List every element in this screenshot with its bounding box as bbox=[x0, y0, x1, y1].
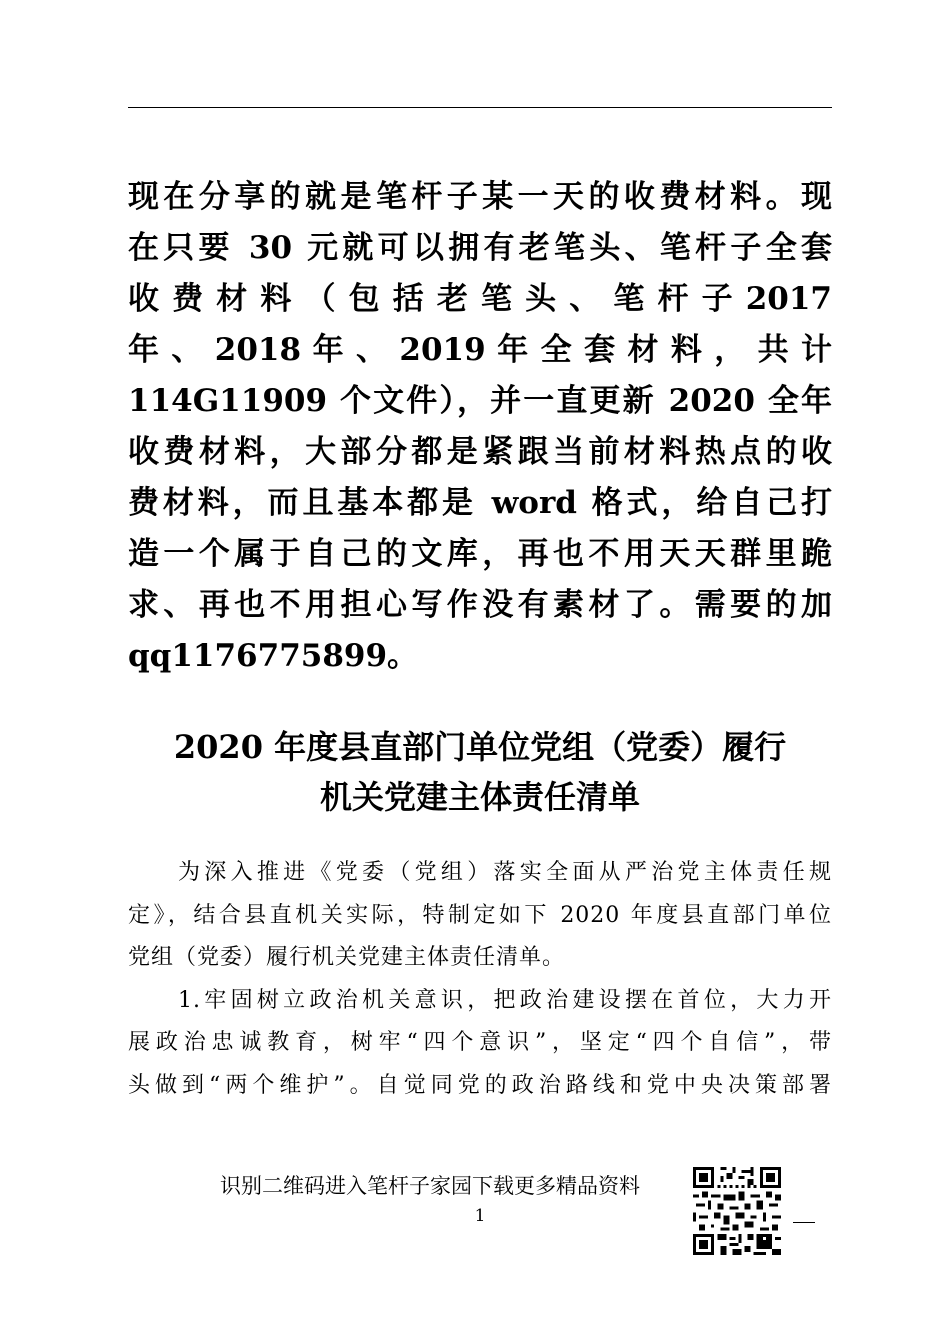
body-line: 为深入推进《党委（党组）落实全面从严治党主体责任规 bbox=[178, 860, 832, 885]
title-line-1: 2020 年度县直部门单位党组（党委）履行 bbox=[173, 728, 787, 766]
body-line: 展政治忠诚教育，树牢“四个意识”，坚定“四个自信”，带 bbox=[128, 1030, 832, 1055]
promo-line: 现在分享的就是笔杆子某一天的收费材料。现 bbox=[128, 179, 832, 215]
body-line: 定》，结合县直机关实际，特制定如下 2020 年度县直部门单位 bbox=[128, 902, 832, 928]
promo-line: 求、再也不用担心写作没有素材了。需要的加 bbox=[128, 587, 832, 623]
promo-line: 收 费 材 料 （ 包 括 老 笔 头 、 笔 杆 子 2017 bbox=[128, 281, 832, 317]
promo-line: 造一个属于自己的文库，再也不用天天群里跪 bbox=[128, 536, 832, 572]
footer-caption: 识别二维码进入笔杆子家园下载更多精品资料 bbox=[220, 1174, 640, 1198]
promo-paragraph bbox=[128, 172, 832, 682]
promo-line: qq1176775899。 bbox=[128, 638, 419, 674]
body-line: 1.牢固树立政治机关意识，把政治建设摆在首位，大力开 bbox=[178, 987, 832, 1013]
document-body bbox=[128, 852, 832, 1107]
promo-line: 在只要 30 元就可以拥有老笔头、笔杆子全套 bbox=[128, 230, 832, 266]
header-rule bbox=[128, 107, 832, 108]
qr-code-icon[interactable] bbox=[693, 1167, 781, 1255]
title-line-2: 机关党建主体责任清单 bbox=[319, 778, 640, 816]
page-number: 1 bbox=[474, 1206, 486, 1226]
promo-line: 114G11909 个文件），并一直更新 2020 全年 bbox=[128, 383, 832, 419]
promo-line: 费材料，而且基本都是 word 格式，给自己打 bbox=[128, 485, 832, 521]
footer-dash bbox=[793, 1222, 815, 1223]
document-title bbox=[128, 722, 832, 822]
body-line: 头做到“两个维护”。自觉同党的政治路线和党中央决策部署 bbox=[128, 1072, 832, 1098]
promo-line: 年 、 2018 年 、 2019 年 全 套 材 料 ， 共 计 bbox=[128, 332, 833, 368]
promo-line: 收费材料，大部分都是紧跟当前材料热点的收 bbox=[128, 434, 832, 470]
body-line: 党组（党委）履行机关党建主体责任清单。 bbox=[128, 945, 566, 970]
